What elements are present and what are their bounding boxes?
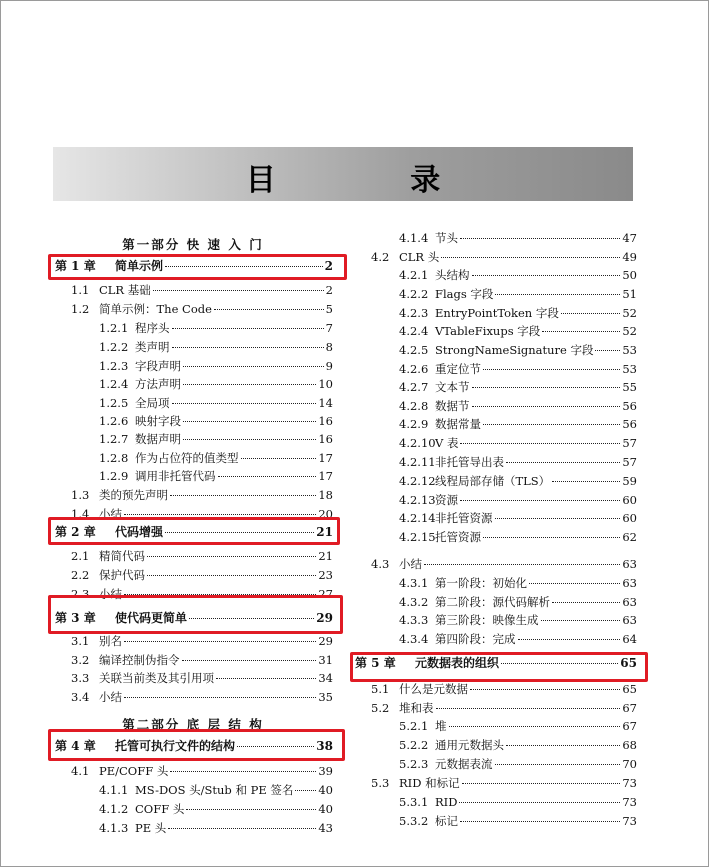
entry-title: 数据节: [435, 399, 470, 413]
entry-page: 63: [622, 613, 637, 627]
dot-leader: [470, 689, 620, 690]
entry-title: 别名: [99, 634, 122, 648]
toc-entry: [399, 268, 637, 282]
entry-page: 29: [316, 611, 333, 625]
entry-number: 第 2 章: [55, 525, 96, 539]
toc-entry: [399, 576, 637, 590]
entry-page: 62: [622, 530, 637, 544]
dot-leader: [441, 257, 620, 258]
toc-entry: [71, 283, 333, 297]
entry-title: 映射字段: [135, 414, 181, 428]
dot-leader: [165, 532, 314, 533]
entry-title: V 表: [435, 436, 459, 450]
dot-leader: [541, 620, 621, 621]
toc-entry: [99, 783, 333, 797]
entry-number: 5.2.1: [399, 719, 429, 733]
entry-title: 第一阶段：初始化: [435, 576, 527, 590]
dot-leader: [472, 406, 621, 407]
entry-number: 4.2.2: [399, 287, 429, 301]
toc-entry: [371, 776, 637, 790]
toc-entry: [71, 507, 333, 521]
dot-leader: [189, 618, 314, 619]
entry-title: RID: [435, 795, 458, 809]
toc-entry: [399, 455, 637, 469]
entry-page: 35: [318, 690, 333, 704]
toc-entry: [71, 549, 333, 563]
toc-entry: [371, 682, 637, 696]
dot-leader: [552, 481, 620, 482]
entry-title: 保护代码: [99, 568, 145, 582]
entry-page: 59: [622, 474, 637, 488]
toc-entry: [399, 362, 637, 376]
toc-entry: [71, 653, 333, 667]
dot-leader: [186, 809, 316, 810]
toc-entry: [399, 632, 637, 646]
toc-chapter-entry: [55, 259, 333, 273]
toc-entry: [399, 324, 637, 338]
dot-leader: [449, 726, 621, 727]
entry-page: 53: [622, 362, 637, 376]
entry-page: 63: [622, 576, 637, 590]
dot-leader: [495, 518, 621, 519]
toc-entry: [399, 613, 637, 627]
entry-title: 方法声明: [135, 377, 181, 391]
entry-number: 1.2.3: [99, 359, 129, 373]
entry-title: 调用非托管代码: [135, 469, 216, 483]
dot-leader: [424, 564, 620, 565]
toc-entry: [399, 493, 637, 507]
entry-number: 4.2.9: [399, 417, 429, 431]
dot-leader: [506, 462, 620, 463]
entry-page: 39: [318, 764, 333, 778]
dot-leader: [436, 708, 621, 709]
entry-number: 第 1 章: [55, 259, 96, 273]
entry-title: 元数据表的组织: [415, 656, 500, 670]
entry-title: VTableFixups 字段: [435, 324, 541, 338]
entry-title: 什么是元数据: [399, 682, 468, 696]
entry-number: 1.4: [71, 507, 90, 521]
entry-page: 16: [318, 432, 333, 446]
entry-page: 16: [318, 414, 333, 428]
toc-entry: [399, 511, 637, 525]
entry-page: 56: [622, 417, 637, 431]
dot-leader: [495, 294, 620, 295]
entry-title: 类的预先声明: [99, 488, 168, 502]
toc-entry: [99, 821, 333, 835]
entry-number: 4.3.2: [399, 595, 429, 609]
entry-page: 65: [622, 682, 637, 696]
toc-entry: [71, 587, 333, 601]
dot-leader: [561, 313, 621, 314]
dot-leader: [183, 384, 316, 385]
entry-title: 线程局部存储（TLS）: [435, 474, 551, 488]
entry-page: 27: [318, 587, 333, 601]
dot-leader: [214, 309, 324, 310]
toc-entry: [71, 634, 333, 648]
entry-number: 4.1.4: [399, 231, 429, 245]
toc-entry: [99, 340, 333, 354]
entry-page: 17: [318, 469, 333, 483]
dot-leader: [518, 639, 621, 640]
entry-number: 1.2.5: [99, 396, 129, 410]
entry-number: 1.2.4: [99, 377, 129, 391]
entry-title: EntryPointToken 字段: [435, 306, 559, 320]
entry-number: 4.1.2: [99, 802, 129, 816]
toc-entry: [399, 719, 637, 733]
dot-leader: [501, 663, 618, 664]
toc-entry: [399, 814, 637, 828]
entry-page: 73: [622, 814, 637, 828]
entry-page: 40: [318, 783, 333, 797]
entry-number: 4.2.14: [399, 511, 436, 525]
entry-title: 类声明: [135, 340, 170, 354]
entry-page: 17: [318, 451, 333, 465]
entry-page: 65: [620, 656, 637, 670]
toc-chapter-entry: [55, 525, 333, 539]
entry-title: 第三阶段：映像生成: [435, 613, 539, 627]
entry-page: 14: [318, 396, 333, 410]
toc-entry: [71, 302, 333, 316]
toc-entry: [399, 795, 637, 809]
dot-leader: [168, 828, 316, 829]
entry-title: 关联当前类及其引用项: [99, 671, 214, 685]
entry-page: 21: [316, 525, 333, 539]
entry-number: 第 4 章: [55, 739, 96, 753]
entry-title: 节头: [435, 231, 458, 245]
entry-page: 56: [622, 399, 637, 413]
entry-title: 标记: [435, 814, 458, 828]
entry-title: COFF 头: [135, 802, 185, 816]
toc-entry: [99, 359, 333, 373]
entry-page: 47: [622, 231, 637, 245]
entry-title: CLR 头: [399, 250, 440, 264]
toc-entry: [399, 738, 637, 752]
entry-number: 1.2.8: [99, 451, 129, 465]
entry-title: 通用元数据头: [435, 738, 504, 752]
entry-title: 小结: [99, 690, 122, 704]
entry-page: 34: [318, 671, 333, 685]
entry-number: 4.3.1: [399, 576, 429, 590]
entry-title: PE/COFF 头: [99, 764, 169, 778]
entry-number: 3.2: [71, 653, 90, 667]
dot-leader: [241, 458, 317, 459]
entry-page: 20: [318, 507, 333, 521]
entry-number: 4.2: [371, 250, 390, 264]
entry-number: 4.1.1: [99, 783, 129, 797]
entry-number: 4.3.3: [399, 613, 429, 627]
entry-number: 2.1: [71, 549, 90, 563]
dot-leader: [124, 594, 316, 595]
entry-number: 1.2.7: [99, 432, 129, 446]
entry-page: 73: [622, 776, 637, 790]
toc-entry: [399, 287, 637, 301]
entry-number: 2.3: [71, 587, 90, 601]
toc-entry: [99, 432, 333, 446]
entry-number: 4.2.6: [399, 362, 429, 376]
dot-leader: [552, 602, 620, 603]
entry-number: 4.3.4: [399, 632, 429, 646]
entry-number: 第 5 章: [355, 656, 396, 670]
entry-number: 4.1: [71, 764, 90, 778]
entry-page: 7: [325, 321, 333, 335]
entry-page: 57: [622, 455, 637, 469]
entry-title: 小结: [399, 557, 422, 571]
entry-page: 53: [622, 343, 637, 357]
dot-leader: [124, 514, 316, 515]
toc-entry: [399, 231, 637, 245]
dot-leader: [172, 328, 324, 329]
entry-page: 67: [622, 701, 637, 715]
dot-leader: [170, 771, 316, 772]
entry-page: 50: [622, 268, 637, 282]
dot-leader: [460, 443, 620, 444]
dot-leader: [147, 575, 316, 576]
entry-number: 4.2.13: [399, 493, 436, 507]
entry-number: 4.2.5: [399, 343, 429, 357]
toc-entry: [399, 306, 637, 320]
entry-title: 数据声明: [135, 432, 181, 446]
dot-leader: [182, 660, 317, 661]
toc-entry: [399, 343, 637, 357]
entry-page: 63: [622, 557, 637, 571]
entry-number: 4.2.4: [399, 324, 429, 338]
entry-number: 4.2.15: [399, 530, 436, 544]
entry-number: 4.1.3: [99, 821, 129, 835]
entry-page: 73: [622, 795, 637, 809]
entry-page: 5: [325, 302, 333, 316]
entry-title: 托管资源: [435, 530, 481, 544]
dot-leader: [460, 238, 620, 239]
toc-entry: [71, 764, 333, 778]
toc-entry: [71, 568, 333, 582]
toc-entry: [99, 321, 333, 335]
entry-page: 52: [622, 306, 637, 320]
entry-page: 38: [316, 739, 333, 753]
entry-title: 小结: [99, 587, 122, 601]
part-heading-2: 第二部分 底 层 结 构: [122, 717, 264, 732]
entry-number: 3.1: [71, 634, 90, 648]
entry-page: 18: [318, 488, 333, 502]
entry-number: 3.3: [71, 671, 90, 685]
entry-title: 堆和表: [399, 701, 434, 715]
toc-entry: [371, 250, 637, 264]
dot-leader: [165, 266, 323, 267]
entry-number: 5.1: [371, 682, 390, 696]
entry-title: 非托管资源: [435, 511, 493, 525]
entry-page: 55: [622, 380, 637, 394]
entry-number: 1.1: [71, 283, 90, 297]
entry-number: 5.3: [371, 776, 390, 790]
entry-title: 小结: [99, 507, 122, 521]
entry-title: 使代码更简单: [115, 611, 188, 625]
entry-page: 49: [622, 250, 637, 264]
toc-entry: [99, 469, 333, 483]
entry-page: 31: [318, 653, 333, 667]
entry-page: 21: [318, 549, 333, 563]
entry-number: 4.2.12: [399, 474, 436, 488]
toc-entry: [399, 757, 637, 771]
dot-leader: [483, 369, 620, 370]
toc-entry: [99, 396, 333, 410]
entry-title: 文本节: [435, 380, 470, 394]
toc-chapter-entry: [55, 611, 333, 625]
entry-title: 重定位节: [435, 362, 481, 376]
dot-leader: [472, 387, 621, 388]
entry-title: 代码增强: [115, 525, 164, 539]
entry-number: 1.2.9: [99, 469, 129, 483]
toc-entry: [99, 414, 333, 428]
entry-page: 70: [622, 757, 637, 771]
toc-entry: [71, 488, 333, 502]
entry-title: 非托管导出表: [435, 455, 504, 469]
entry-page: 43: [318, 821, 333, 835]
entry-page: 51: [622, 287, 637, 301]
entry-number: 4.2.10: [399, 436, 436, 450]
title-band: [53, 147, 633, 201]
entry-title: RID 和标记: [399, 776, 460, 790]
entry-title: 简单示例: [115, 259, 164, 273]
entry-title: 数据常量: [435, 417, 481, 431]
dot-leader: [483, 424, 620, 425]
entry-title: 精简代码: [99, 549, 145, 563]
toc-entry: [71, 690, 333, 704]
entry-number: 4.2.7: [399, 380, 429, 394]
entry-title: 编译控制伪指令: [99, 653, 180, 667]
toc-entry: [371, 701, 637, 715]
entry-number: 1.3: [71, 488, 90, 502]
entry-page: 9: [325, 359, 333, 373]
entry-title: 全局项: [135, 396, 170, 410]
entry-page: 23: [318, 568, 333, 582]
toc-entry: [399, 474, 637, 488]
dot-leader: [183, 421, 316, 422]
toc-entry: [399, 417, 637, 431]
toc-entry: [99, 802, 333, 816]
dot-leader: [170, 495, 316, 496]
dot-leader: [462, 783, 621, 784]
dot-leader: [172, 403, 317, 404]
toc-entry: [399, 595, 637, 609]
toc-entry: [99, 451, 333, 465]
dot-leader: [172, 347, 324, 348]
entry-page: 67: [622, 719, 637, 733]
entry-number: 5.3.2: [399, 814, 429, 828]
toc-entry: [99, 377, 333, 391]
entry-page: 64: [622, 632, 637, 646]
entry-number: 4.3: [371, 557, 390, 571]
entry-page: 40: [318, 802, 333, 816]
entry-page: 8: [325, 340, 333, 354]
entry-page: 29: [318, 634, 333, 648]
dot-leader: [495, 764, 621, 765]
dot-leader: [529, 583, 620, 584]
entry-title: 托管可执行文件的结构: [115, 739, 236, 753]
entry-number: 4.2.1: [399, 268, 429, 282]
entry-title: 堆: [435, 719, 447, 733]
entry-page: 52: [622, 324, 637, 338]
part-heading-1: 第一部分 快 速 入 门: [122, 237, 264, 252]
entry-number: 1.2.2: [99, 340, 129, 354]
entry-title: CLR 基础: [99, 283, 151, 297]
entry-page: 60: [622, 493, 637, 507]
dot-leader: [460, 500, 620, 501]
dot-leader: [183, 439, 316, 440]
entry-number: 5.2.2: [399, 738, 429, 752]
dot-leader: [595, 350, 620, 351]
entry-page: 2: [325, 283, 333, 297]
entry-number: 第 3 章: [55, 611, 96, 625]
entry-title: MS-DOS 头/Stub 和 PE 签名: [135, 783, 294, 797]
entry-number: 4.2.11: [399, 455, 436, 469]
entry-number: 5.2.3: [399, 757, 429, 771]
entry-title: 字段声明: [135, 359, 181, 373]
dot-leader: [506, 745, 620, 746]
toc-entry: [399, 530, 637, 544]
dot-leader: [237, 746, 314, 747]
entry-title: 简单示例：The Code: [99, 302, 212, 316]
toc-entry: [399, 399, 637, 413]
entry-title: 程序头: [135, 321, 170, 335]
entry-number: 1.2: [71, 302, 90, 316]
entry-number: 5.3.1: [399, 795, 429, 809]
page-title: 目 录: [245, 163, 503, 198]
entry-title: 作为占位符的值类型: [135, 451, 239, 465]
entry-page: 2: [324, 259, 333, 273]
entry-page: 63: [622, 595, 637, 609]
entry-title: PE 头: [135, 821, 167, 835]
entry-number: 4.2.3: [399, 306, 429, 320]
dot-leader: [183, 366, 324, 367]
entry-title: 第二阶段：源代码解析: [435, 595, 550, 609]
toc-entry: [399, 436, 637, 450]
entry-page: 57: [622, 436, 637, 450]
entry-number: 1.2.6: [99, 414, 129, 428]
entry-title: 头结构: [435, 268, 470, 282]
dot-leader: [218, 476, 317, 477]
dot-leader: [472, 275, 621, 276]
entry-page: 10: [318, 377, 333, 391]
dot-leader: [124, 641, 316, 642]
entry-title: 第四阶段：完成: [435, 632, 516, 646]
toc-entry: [371, 557, 637, 571]
toc-chapter-entry: [55, 739, 333, 753]
dot-leader: [124, 697, 316, 698]
dot-leader: [295, 790, 316, 791]
entry-title: 元数据表流: [435, 757, 493, 771]
entry-number: 3.4: [71, 690, 90, 704]
toc-chapter-entry: [355, 656, 637, 670]
dot-leader: [542, 331, 620, 332]
dot-leader: [153, 290, 324, 291]
entry-number: 2.2: [71, 568, 90, 582]
toc-entry: [399, 380, 637, 394]
dot-leader: [459, 802, 620, 803]
entry-title: 资源: [435, 493, 458, 507]
dot-leader: [147, 556, 316, 557]
dot-leader: [460, 821, 620, 822]
entry-page: 68: [622, 738, 637, 752]
dot-leader: [216, 678, 316, 679]
entry-page: 60: [622, 511, 637, 525]
entry-title: Flags 字段: [435, 287, 494, 301]
dot-leader: [483, 537, 620, 538]
entry-number: 5.2: [371, 701, 390, 715]
entry-number: 4.2.8: [399, 399, 429, 413]
toc-entry: [71, 671, 333, 685]
entry-number: 1.2.1: [99, 321, 129, 335]
entry-title: StrongNameSignature 字段: [435, 343, 594, 357]
